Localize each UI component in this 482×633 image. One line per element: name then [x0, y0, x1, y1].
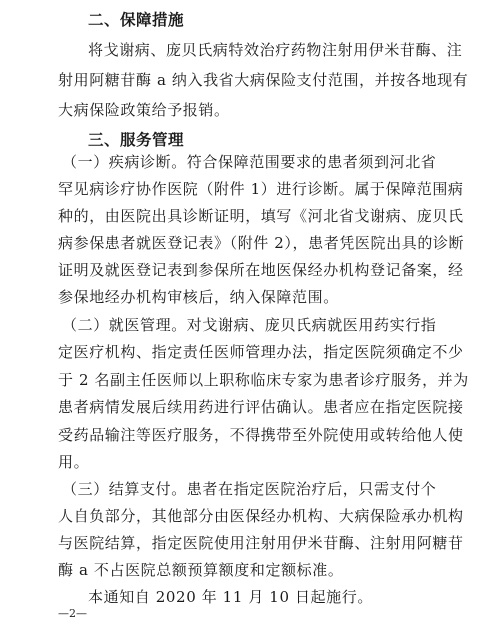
paragraph-line: （三）结算支付。患者在指定医院治疗后，只需支付个 — [62, 480, 437, 498]
paragraph-line: 与医院结算，指定医院使用注射用伊米苷酶、注射用阿糖苷 — [58, 534, 464, 552]
effective-date-line: 本通知自 2020 年 11 月 10 日起施行。 — [88, 588, 373, 606]
paragraph-line: 大病保险政策给予报销。 — [58, 101, 230, 119]
paragraph-line: 证明及就医登记表到参保所在地医保经办机构登记备案，经 — [58, 261, 464, 279]
paragraph-line: 受药品输注等医疗服务，不得携带至外院使用或转给他人使 — [58, 426, 464, 444]
paragraph-line: （二）就医管理。对戈谢病、庞贝氏病就医用药实行指 — [62, 316, 437, 334]
paragraph-line: 病参保患者就医登记表》（附件 2），患者凭医院出具的诊断 — [58, 234, 465, 252]
section-heading-safeguards: 二、保障措施 — [88, 11, 185, 29]
paragraph-line: 患者病情发展后续用药进行评估确认。患者应在指定医院接 — [58, 398, 464, 416]
paragraph-line: 用。 — [58, 453, 90, 471]
page-number: —2— — [58, 607, 87, 620]
paragraph-line: 定医疗机构、指定责任医师管理办法，指定医院须确定不少 — [58, 343, 464, 361]
paragraph-line: 种的，由医院出具诊断证明，填写《河北省戈谢病、庞贝氏 — [58, 207, 464, 225]
paragraph-line: 参保地经办机构审核后，纳入保障范围。 — [58, 288, 339, 306]
paragraph-line: 酶 a 不占医院总额预算额度和定额标准。 — [58, 561, 344, 579]
paragraph-line: 于 2 名副主任医师以上职称临床专家为患者诊疗服务，并为 — [58, 371, 469, 389]
section-heading-service-management: 三、服务管理 — [88, 131, 185, 149]
paragraph-line: 人自负部分，其他部分由医保经办机构、大病保险承办机构 — [58, 507, 464, 525]
paragraph-line: 射用阿糖苷酶 a 纳入我省大病保险支付范围，并按各地现有 — [58, 71, 469, 89]
paragraph-line: （一）疾病诊断。符合保障范围要求的患者须到河北省 — [62, 153, 437, 171]
paragraph-line: 罕见病诊疗协作医院（附件 1）进行诊断。属于保障范围病 — [58, 180, 464, 198]
paragraph-line: 将戈谢病、庞贝氏病特效治疗药物注射用伊米苷酶、注 — [88, 41, 463, 59]
